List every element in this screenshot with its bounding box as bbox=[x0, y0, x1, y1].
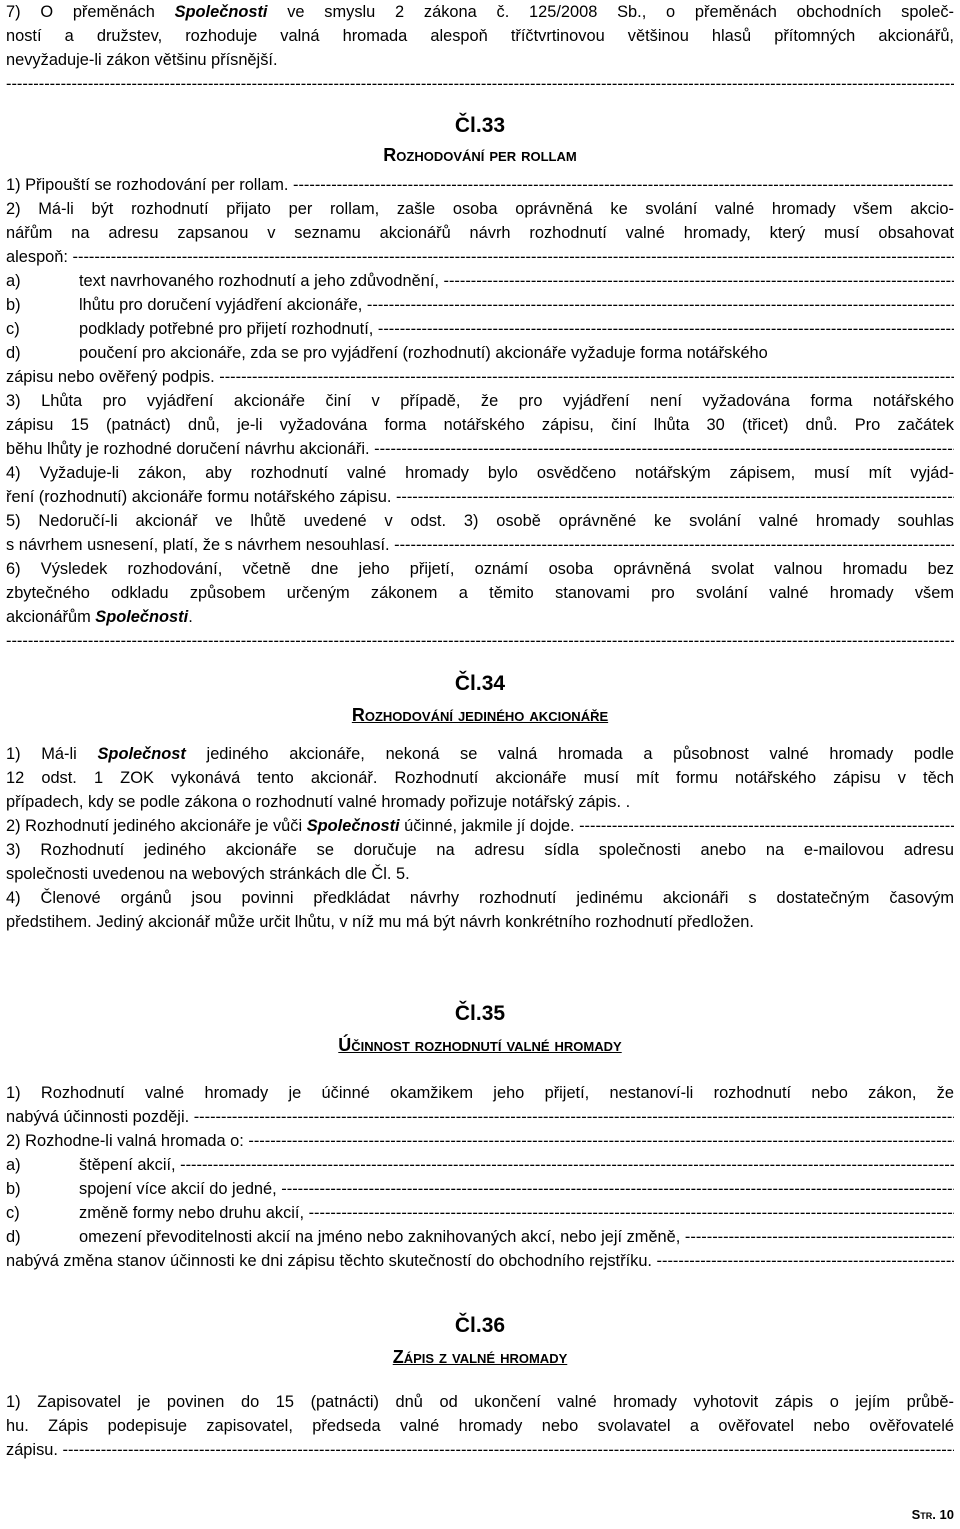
list-item: c) podklady potřebné pro přijetí rozhodnutí, ----- bbox=[6, 317, 954, 341]
text-line: 4) Vyžaduje-li zákon, aby rozhodnutí valné hromady bylo osvědčeno notářským zápisem, musí mít vyjád- bbox=[6, 464, 954, 482]
article-number: Čl.36 bbox=[454, 1314, 506, 1337]
text-line: 12 odst. 1 ZOK vykonává tento akcionář. Rozhodnutí akcionáře musí mít formu notářského zápisu v těch bbox=[6, 769, 954, 787]
text-line: zbytečného odkladu způsobem určeným zákonem a těmito stanovami pro svolání valné hromady všem bbox=[6, 584, 954, 602]
article-number: Čl.34 bbox=[454, 672, 506, 695]
article-title: Zápis z valné hromady bbox=[392, 1347, 568, 1367]
article-title: Rozhodování per rollam bbox=[383, 145, 577, 165]
text-line: s návrhem usnesení, platí, že s návrhem nesouhlasí. ----- bbox=[6, 533, 954, 557]
text-line: 3) Lhůta pro vyjádření akcionáře činí v případě, že pro vyjádření není vyžadována forma notářského bbox=[6, 392, 954, 410]
text-line: akcionářům Společnosti. bbox=[6, 608, 193, 626]
list-item: b) spojení více akcií do jedné, ----- bbox=[6, 1177, 954, 1201]
separator-line bbox=[6, 629, 954, 653]
text-line: 5) Nedoručí-li akcionář ve lhůtě uvedené v odst. 3) osobě oprávněné ke svolání valné hromady souhlas bbox=[6, 512, 954, 530]
text-line: případech, kdy se podle zákona o rozhodnutí valné hromady pořizuje notářský zápis. . bbox=[6, 793, 631, 811]
text-line: 3) Rozhodnutí jediného akcionáře se doručuje na adresu sídla společnosti anebo na e-mailovou adresu bbox=[6, 841, 954, 859]
text-line: zápisu. ----- bbox=[6, 1438, 954, 1462]
list-item: b) lhůtu pro doručení vyjádření akcionáře, ----- bbox=[6, 293, 954, 317]
text-line: nabývá změna stanov účinnosti ke dni zápisu těchto skutečností do obchodního rejstříku. ----- bbox=[6, 1249, 954, 1273]
list-item: a) štěpení akcií, ----- bbox=[6, 1153, 954, 1177]
separator-line bbox=[6, 72, 954, 96]
text-line: společnosti uvedenou na webových stránkách dle Čl. 5. bbox=[6, 865, 410, 883]
text-line: zápisu 15 (patnáct) dnů, je-li vyžadována forma notářského zápisu, činí lhůta 30 (třicet) dnů. Pro začátek bbox=[6, 416, 954, 434]
text-line: 2) Rozhodne-li valná hromada o: ----- bbox=[6, 1129, 954, 1153]
list-item: d) omezení převoditelnosti akcií na jméno nebo zaknihovaných akcí, nebo její změně, ----- bbox=[6, 1225, 954, 1249]
article-number: Čl.35 bbox=[454, 1002, 506, 1025]
text-line: 1) Zapisovatel je povinen do 15 (patnácti) dnů od ukončení valné hromady vyhotovit zápis o jejím průbě- bbox=[6, 1393, 954, 1411]
text-line: 1) Má-li Společnost jediného akcionáře, nekoná se valná hromada a působnost valné hromady podle bbox=[6, 745, 954, 763]
text-line: nářům na adresu zapsanou v seznamu akcionářů návrh rozhodnutí valné hromady, který musí obsahovat bbox=[6, 224, 954, 242]
text-line: alespoň: ----- bbox=[6, 245, 954, 269]
text-line: 6) Výsledek rozhodování, včetně dne jeho přijetí, oznámí osoba oprávněná svolat valnou hromadu bez bbox=[6, 560, 954, 578]
text-line: 1) Rozhodnutí valné hromady je účinné okamžikem jeho přijetí, nestanoví-li rozhodnutí nebo zákon, že bbox=[6, 1084, 954, 1102]
text-line: 2) Rozhodnutí jediného akcionáře je vůči Společnosti účinné, jakmile jí dojde. ----- bbox=[6, 814, 954, 838]
text-line: zápisu nebo ověřený podpis. ----- bbox=[6, 365, 954, 389]
article-number: Čl.33 bbox=[454, 114, 506, 137]
text-line: ření (rozhodnutí) akcionáře formu notářského zápisu. ----- bbox=[6, 485, 954, 509]
text-line: 1) Připouští se rozhodování per rollam. ----- bbox=[6, 173, 954, 197]
document-page bbox=[6, 0, 954, 1529]
text-line: nabývá účinnosti později. ----- bbox=[6, 1105, 954, 1129]
text-line: 2) Má-li být rozhodnutí přijato per rollam, zašle osoba oprávněná ke svolání valné hromady všem akcio- bbox=[6, 200, 954, 218]
article-title: Rozhodování jediného akcionáře bbox=[351, 705, 609, 725]
page-number: Str. 10 bbox=[911, 1507, 954, 1522]
text-line: 7) O přeměnách Společnosti ve smyslu 2 zákona č. 125/2008 Sb., o přeměnách obchodních společ- bbox=[6, 3, 954, 21]
text-line: hu. Zápis podepisuje zapisovatel, předseda valné hromady nebo svolavatel a ověřovatel nebo ověřovatelé bbox=[6, 1417, 954, 1435]
text-line: nevyžaduje-li zákon většinu přísnější. bbox=[6, 51, 278, 69]
list-item: d) poučení pro akcionáře, zda se pro vyjádření (rozhodnutí) akcionáře vyžaduje forma notářského bbox=[6, 344, 768, 362]
text-line: předstihem. Jediný akcionář může určit lhůtu, v níž mu má být návrh konkrétního rozhodnutí předložen. bbox=[6, 913, 754, 931]
article-title: Účinnost rozhodnutí valné hromady bbox=[338, 1035, 622, 1055]
list-item: a) text navrhovaného rozhodnutí a jeho zdůvodnění, ----- bbox=[6, 269, 954, 293]
text-line: 4) Členové orgánů jsou povinni předkládat návrhy rozhodnutí jedinému akcionáři s dostatečným časovým bbox=[6, 889, 954, 907]
text-line: ností a družstev, rozhoduje valná hromada alespoň tříčtvrtinovou většinou hlasů přítomných akcionářů, bbox=[6, 27, 954, 45]
text-line: běhu lhůty je rozhodné doručení návrhu akcionáři. ----- bbox=[6, 437, 954, 461]
list-item: c) změně formy nebo druhu akcií, ----- bbox=[6, 1201, 954, 1225]
